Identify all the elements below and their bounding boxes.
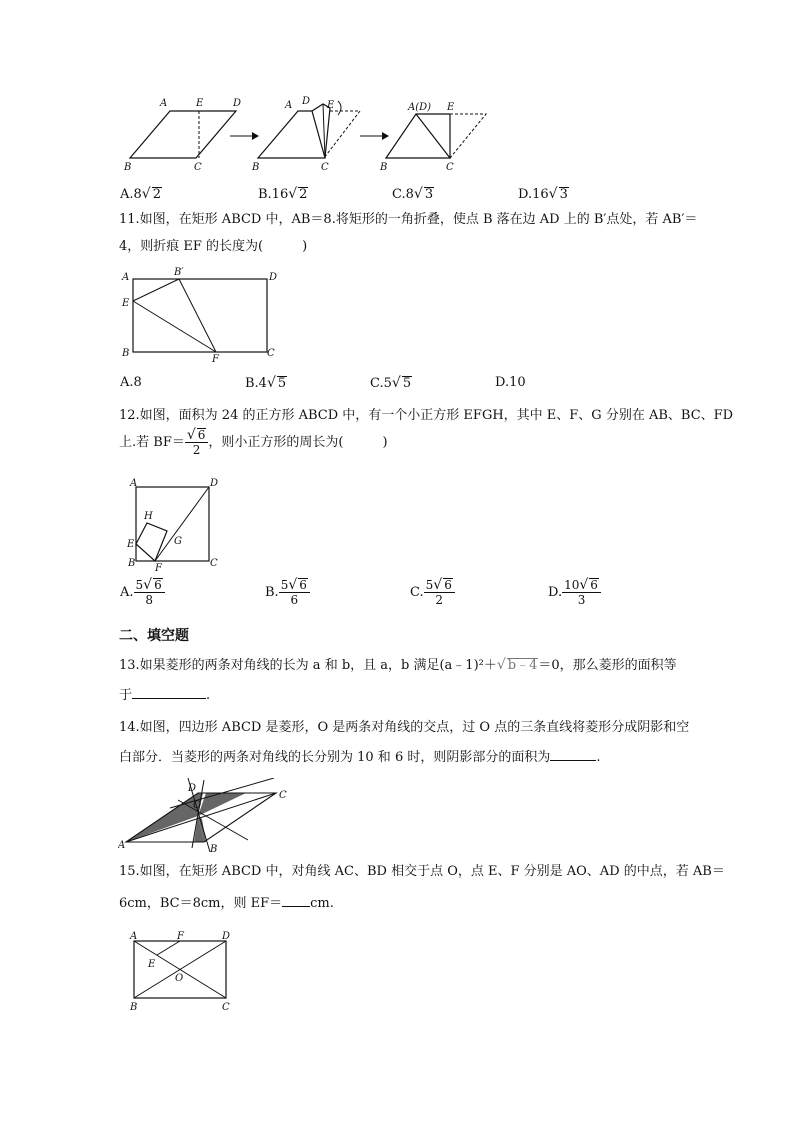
label-D: D [210, 478, 219, 489]
section-heading-fill-in: 二、填空题 [119, 628, 189, 644]
q14-answer-blank[interactable] [550, 748, 596, 761]
q10-option-a[interactable]: A.8√ 2 [120, 186, 161, 202]
p3-label-AD: A(D) [408, 102, 432, 113]
q12-figure [118, 476, 228, 572]
q11-text-line2: 4，则折痕 EF 的长度为( ) [119, 239, 308, 254]
q11-option-c[interactable]: C.5√ 5 [370, 375, 412, 391]
label-E: E [122, 298, 130, 309]
p3-label-B: B [380, 162, 388, 173]
q13-text-line2: 于 . [119, 688, 211, 703]
q12-option-c[interactable]: C. $\frac{5√ 6}{2}$ [410, 578, 455, 607]
label-A: A [130, 931, 138, 942]
label-D: D [269, 272, 278, 283]
shaded-region-2 [198, 793, 246, 816]
bf-fraction: $\frac{√ 6}{2}$ [185, 428, 209, 457]
q14-text-line2: 白部分．当菱形的两条对角线的长分别为 10 和 6 时，则阴影部分的面积为 . [119, 750, 601, 765]
q10-option-b[interactable]: B.16√ 2 [258, 186, 308, 202]
label-B: B [128, 558, 136, 569]
q12-text-line1: 12.如图，面积为 24 的正方形 ABCD 中，有一个小正方形 EFGH，其中 E、F、G 分别在 AB、BC、FD [119, 408, 734, 423]
p2-label-A: A [285, 100, 293, 111]
q15-text-line2: 6cm，BC＝8cm，则 EF＝ cm. [119, 896, 334, 911]
label-A: A [118, 840, 126, 851]
p1-label-E: E [196, 98, 204, 109]
q10-figure [118, 94, 498, 174]
label-F: F [155, 563, 162, 572]
label-A: A [122, 272, 130, 283]
label-C: C [279, 790, 287, 801]
p1-label-C: C [194, 162, 202, 173]
label-C: C [210, 558, 218, 569]
q15-answer-blank[interactable] [282, 894, 310, 907]
label-E: E [127, 539, 135, 550]
label-F: F [212, 354, 219, 365]
q11-option-b[interactable]: B.4√ 5 [245, 375, 287, 391]
label-F: F [177, 931, 184, 942]
q11-figure [118, 266, 283, 366]
p1-label-B: B [124, 162, 132, 173]
p1-label-A: A [160, 98, 168, 109]
label-D: D [188, 783, 197, 794]
label-A: A [130, 478, 138, 489]
label-C: C [222, 1002, 230, 1012]
p2-label-C: C [321, 162, 329, 173]
q13-answer-blank[interactable] [132, 686, 206, 699]
label-B: B [130, 1002, 138, 1012]
label-C: C [267, 348, 275, 359]
q10-option-d[interactable]: D.16√ 3 [518, 186, 568, 202]
label-O: O [175, 973, 184, 984]
p1-label-D: D [233, 98, 242, 109]
label-D: D [222, 931, 231, 942]
small-square-efgh [136, 523, 167, 561]
q12-option-d[interactable]: D. $\frac{10√ 6}{3}$ [548, 578, 601, 607]
p3-label-C: C [446, 162, 454, 173]
q12-option-b[interactable]: B. $\frac{5√ 6}{6}$ [265, 578, 310, 607]
label-B: B [122, 348, 130, 359]
label-H: H [144, 511, 153, 522]
q11-option-a[interactable]: A.8 [120, 375, 142, 390]
parallelogram-1 [130, 111, 236, 158]
q11-text-line1: 11.如图，在矩形 ABCD 中，AB＝8.将矩形的一角折叠，使点 B 落在边 AD 上的 B′点处，若 AB′＝ [119, 212, 698, 227]
p2-label-D: D [302, 96, 311, 107]
q10-option-c[interactable]: C.8√ 3 [392, 186, 434, 202]
q15-text-line1: 15.如图，在矩形 ABCD 中，对角线 AC、BD 相交于点 O，点 E、F 分别是 AO、AD 的中点，若 AB＝ [119, 864, 725, 879]
q15-figure [120, 926, 238, 1012]
p2-label-B: B [252, 162, 260, 173]
label-G: G [174, 536, 182, 547]
q14-text-line1: 14.如图，四边形 ABCD 是菱形，O 是两条对角线的交点，过 O 点的三条直线将菱形分成阴影和空 [119, 720, 690, 735]
q14-figure [118, 778, 298, 856]
label-E: E [148, 959, 156, 970]
q12-option-a[interactable]: A. $\frac{5√ 6}{8}$ [120, 578, 165, 607]
q12-text-line2: 上.若 BF＝ $\frac{√ 6}{2}$ ，则小正方形的周长为( ) [119, 427, 388, 457]
q13-text-line1: 13.如果菱形的两条对角线的长为 a 和 b，且 a，b 满足(a﹣1)²＋√ b﹣4＝0，那么菱形的面积等 [119, 657, 677, 673]
label-B-prime: B′ [174, 267, 184, 278]
label-B: B [210, 844, 218, 855]
p2-label-E: E [327, 100, 335, 111]
p3-label-E: E [447, 102, 455, 113]
q11-option-d[interactable]: D.10 [495, 375, 526, 390]
rectangle-abcd [133, 279, 267, 352]
label-O: O [193, 800, 202, 811]
folded-shape-3 [386, 114, 450, 158]
folded-shape-2 [258, 111, 325, 158]
